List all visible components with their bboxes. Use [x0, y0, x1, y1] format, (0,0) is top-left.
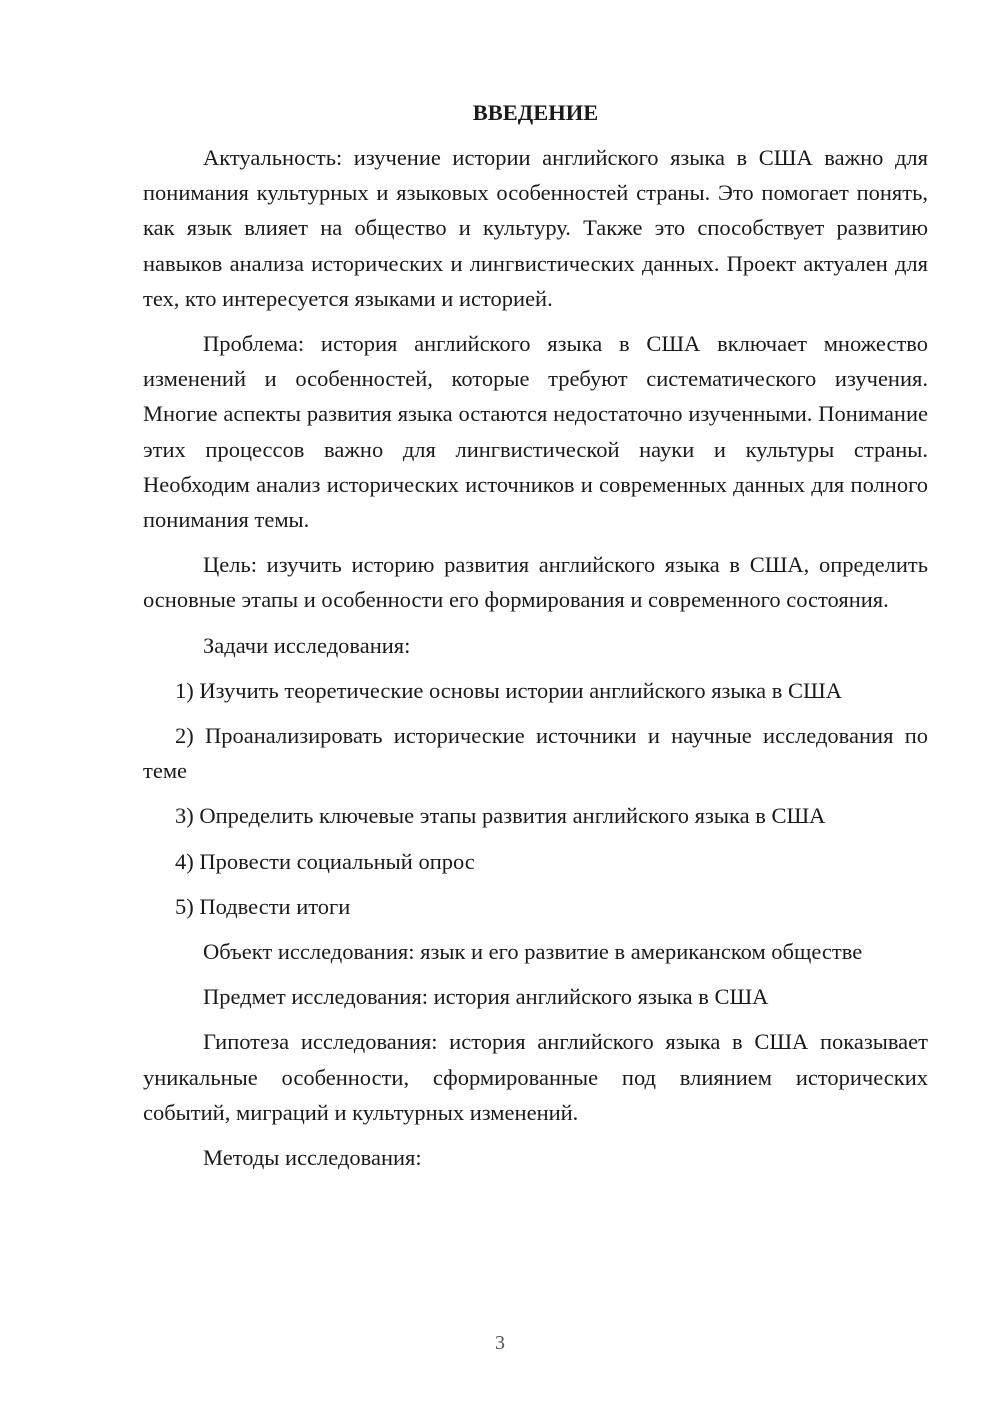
subject-paragraph: Предмет исследования: история английского языка в США — [203, 984, 769, 1010]
task-item: 1) Изучить теоретические основы истории английского языка в США — [175, 677, 842, 703]
page-title: ВВЕДЕНИЕ — [472, 100, 599, 125]
page-number: 3 — [495, 1332, 505, 1354]
relevance-paragraph: Актуальность: изучение истории английского языка в США важно для понимания культурных и языковых особенностей страны. Это помогает понять, как язык влияет на общество и культуру. Также это способствует развитию навыков анализа исторических и лингвистических данных. Проект актуален для тех, кто интересуется языками и историей. — [143, 145, 928, 311]
task-item: 5) Подвести итоги — [175, 893, 351, 919]
document-page — [143, 95, 928, 1185]
goal-paragraph: Цель: изучить историю развития английского языка в США, определить основные этапы и особенности его формирования и современного состояния. — [143, 552, 928, 613]
task-item: 2) Проанализировать исторические источники и научные исследования по теме — [143, 723, 928, 784]
tasks-heading: Задачи исследования: — [203, 632, 411, 658]
task-item: 3) Определить ключевые этапы развития английского языка в США — [175, 803, 826, 829]
task-item: 4) Провести социальный опрос — [175, 848, 475, 874]
problem-paragraph: Проблема: история английского языка в США включает множество изменений и особенностей, которые требуют систематического изучения. Многие аспекты развития языка остаются недостаточно изученными. Понимание этих процессов важно для лингвистической науки и культуры страны. Необходим анализ исторических источников и современных данных для полного понимания темы. — [143, 331, 928, 533]
hypothesis-paragraph: Гипотеза исследования: история английского языка в США показывает уникальные особенности, сформированные под влиянием исторических событий, миграций и культурных изменений. — [143, 1029, 928, 1125]
methods-heading: Методы исследования: — [203, 1145, 422, 1171]
object-paragraph: Объект исследования: язык и его развитие в американском обществе — [203, 939, 863, 965]
